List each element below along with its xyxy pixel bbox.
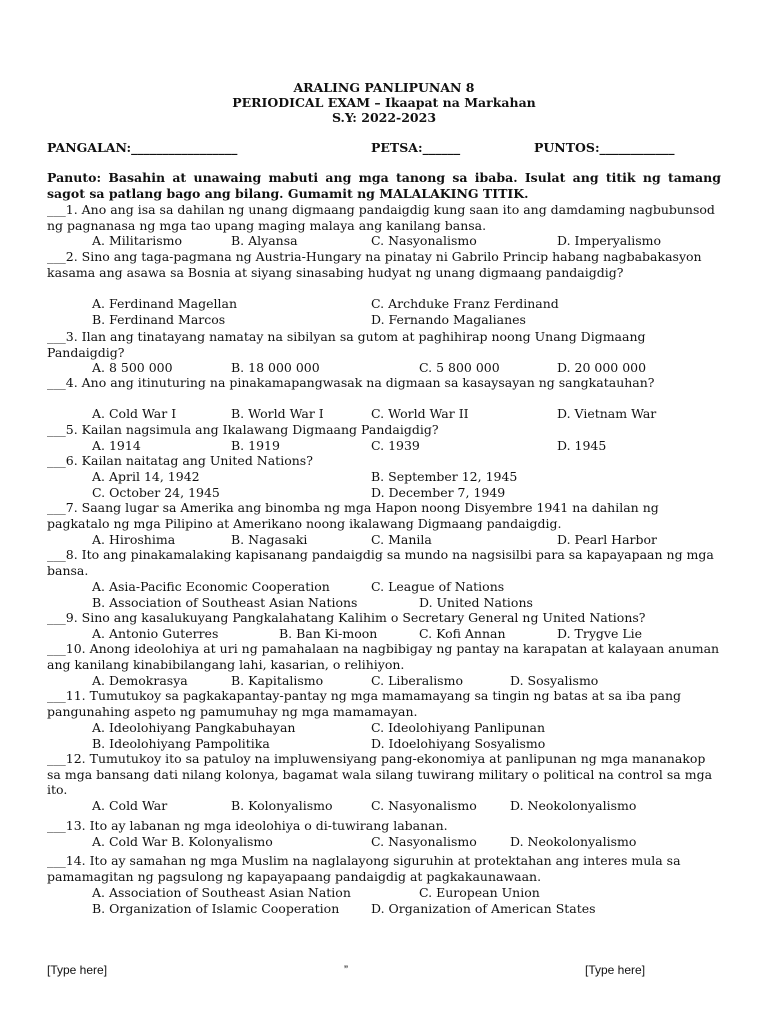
footer-left: [Type here] <box>47 963 108 977</box>
option[interactable]: B. Kolonyalismo <box>231 798 333 813</box>
option[interactable]: C. League of Nations <box>371 579 505 594</box>
question-text: ___6. Kailan naitatag ang United Nations? <box>47 453 313 468</box>
question-text: ___13. Ito ay labanan ng mga ideolohiya o di-tuwirang labanan. <box>47 818 448 833</box>
option[interactable]: C. Kofi Annan <box>419 626 506 641</box>
question-text: ___2. Sino ang taga-pagmana ng Austria-Hungary na pinatay ni Gabrilo Princip habang nagbabakasyon kasama ang asawa sa Bosnia at siyang sinasabing hudyat ng unang digmaang pandaigdig? <box>47 249 702 280</box>
option[interactable]: C. Liberalismo <box>371 673 463 688</box>
option[interactable]: A. Cold War I <box>92 406 177 421</box>
option[interactable]: D. December 7, 1949 <box>371 485 506 500</box>
school-year: S.Y: 2022-2023 <box>331 110 437 125</box>
date-field[interactable]: PETSA:______ <box>371 140 461 155</box>
question-text: ___11. Tumutukoy sa pagkakapantay-pantay ng mga mamamayang sa tingin ng batas at sa iba pang pangunahing aspeto ng pamumuhay ng mga mamamayan. <box>47 688 681 719</box>
option[interactable]: B. World War I <box>231 406 324 421</box>
question-text: ___8. Ito ang pinakamalaking kapisanang pandaigdig sa mundo na nagsisilbi para sa kapayapaan ng mga bansa. <box>47 547 714 578</box>
option[interactable]: C. Archduke Franz Ferdinand <box>371 296 559 311</box>
option[interactable]: A. Militarismo <box>92 233 183 248</box>
question-8 <box>47 547 721 578</box>
question-text: ___4. Ano ang itinuturing na pinakamapangwasak na digmaan sa kasaysayan ng sangkatauhan? <box>47 375 655 390</box>
question-6 <box>47 453 721 469</box>
option[interactable]: A. Ferdinand Magellan <box>92 296 238 311</box>
option[interactable]: B. Ideolohiyang Pampolitika <box>92 736 270 751</box>
question-2 <box>47 249 721 280</box>
question-text: ___14. Ito ay samahan ng mga Muslim na naglalayong siguruhin at protektahan ang interes mula sa pamamagitan ng pagsulong ng kapayapaang pandaigdig at pagkakaunawaan. <box>47 853 681 884</box>
option[interactable]: C. 5 800 000 <box>419 360 500 375</box>
option[interactable]: B. Organization of Islamic Cooperation <box>92 901 340 916</box>
question-10 <box>47 641 721 672</box>
option[interactable]: D. Neokolonyalismo <box>510 834 637 849</box>
score-field[interactable]: PUNTOS:____________ <box>534 140 675 155</box>
question-text: ___12. Tumutukoy ito sa patuloy na impluwensiyang pang-ekonomiya at panlipunan ng mga mananakop sa mga bansang dati nilang kolonya, bagamat wala silang tuwirang military o political na control sa mga ito. <box>47 751 713 797</box>
option[interactable]: B. Kapitalismo <box>231 673 324 688</box>
instructions: Panuto: Basahin at unawaing mabuti ang mga tanong sa ibaba. Isulat ang titik ng tamang sagot sa patlang bago ang bilang. Gumamit ng MALALAKING TITIK. <box>47 170 721 201</box>
question-3 <box>47 329 721 360</box>
option[interactable]: A. Demokrasya <box>92 673 188 688</box>
option[interactable]: B. Ferdinand Marcos <box>92 312 226 327</box>
option[interactable]: D. Vietnam War <box>557 406 657 421</box>
option[interactable]: D. Trygve Lie <box>557 626 643 641</box>
question-text: ___5. Kailan nagsimula ang Ikalawang Digmaang Pandaigdig? <box>47 422 439 437</box>
option[interactable]: A. Hiroshima <box>92 532 176 547</box>
footer-right: [Type here] <box>585 963 646 977</box>
option[interactable]: A. Asia-Pacific Economic Cooperation <box>92 579 330 594</box>
question-9 <box>47 610 721 626</box>
option[interactable]: B. Association of Southeast Asian Nations <box>92 595 358 610</box>
option[interactable]: C. 1939 <box>371 438 420 453</box>
option[interactable]: D. United Nations <box>419 595 533 610</box>
question-4 <box>47 375 721 391</box>
question-text: ___10. Anong ideolohiya at uri ng pamahalaan na nagbibigay ng pantay na karapatan at kalayaan anuman ang kanilang kinabibilangang lahi, kasarian, o relihiyon. <box>47 641 720 672</box>
option[interactable]: A. 1914 <box>92 438 141 453</box>
option[interactable]: B. September 12, 1945 <box>371 469 518 484</box>
footer-center: ” <box>344 963 348 977</box>
question-12 <box>47 751 721 798</box>
question-text: ___1. Ano ang isa sa dahilan ng unang digmaang pandaigdig kung saan ito ang damdaming nagbubunsod ng pagnanasa ng mga tao upang maging malaya ang kanilang bansa. <box>47 202 715 233</box>
option[interactable]: A. Ideolohiyang Pangkabuhayan <box>92 720 296 735</box>
option[interactable]: C. Nasyonalismo <box>371 798 477 813</box>
option[interactable]: C. Nasyonalismo <box>371 834 477 849</box>
option[interactable]: D. Idoelohiyang Sosyalismo <box>371 736 546 751</box>
option[interactable]: D. Pearl Harbor <box>557 532 657 547</box>
option[interactable]: B. 18 000 000 <box>231 360 320 375</box>
question-13 <box>47 818 721 834</box>
option[interactable]: A. Cold War B. Kolonyalismo <box>92 834 273 849</box>
option[interactable]: B. Alyansa <box>231 233 298 248</box>
option[interactable]: D. Sosyalismo <box>510 673 599 688</box>
question-5 <box>47 422 721 438</box>
option[interactable]: B. Nagasaki <box>231 532 308 547</box>
option[interactable]: B. Ban Ki-moon <box>279 626 378 641</box>
question-7 <box>47 500 721 531</box>
question-1 <box>47 202 721 233</box>
question-14 <box>47 853 721 884</box>
option[interactable]: C. European Union <box>419 885 540 900</box>
option[interactable]: C. October 24, 1945 <box>92 485 220 500</box>
option[interactable]: A. Association of Southeast Asian Nation <box>92 885 351 900</box>
subject-title: ARALING PANLIPUNAN 8 <box>293 80 475 95</box>
name-field[interactable]: PANGALAN:_________________ <box>47 140 238 155</box>
option[interactable]: D. Organization of American States <box>371 901 596 916</box>
option[interactable]: B. 1919 <box>231 438 280 453</box>
option[interactable]: D. Neokolonyalismo <box>510 798 637 813</box>
option[interactable]: A. Cold War <box>92 798 168 813</box>
option[interactable]: C. World War II <box>371 406 469 421</box>
option[interactable]: D. Fernando Magalianes <box>371 312 526 327</box>
option[interactable]: D. Imperyalismo <box>557 233 661 248</box>
question-text: ___9. Sino ang kasalukuyang Pangkalahatang Kalihim o Secretary General ng United Nations? <box>47 610 646 625</box>
option[interactable]: C. Nasyonalismo <box>371 233 477 248</box>
option[interactable]: A. April 14, 1942 <box>92 469 200 484</box>
option[interactable]: A. 8 500 000 <box>92 360 173 375</box>
option[interactable]: C. Manila <box>371 532 432 547</box>
option[interactable]: D. 20 000 000 <box>557 360 647 375</box>
option[interactable]: C. Ideolohiyang Panlipunan <box>371 720 545 735</box>
question-11 <box>47 688 721 719</box>
option[interactable]: A. Antonio Guterres <box>92 626 219 641</box>
option[interactable]: D. 1945 <box>557 438 607 453</box>
exam-title: PERIODICAL EXAM – Ikaapat na Markahan <box>232 95 536 110</box>
question-text: ___3. Ilan ang tinatayang namatay na sibilyan sa gutom at paghihirap noong Unang Digmaang Pandaigdig? <box>47 329 646 360</box>
question-text: ___7. Saang lugar sa Amerika ang binomba ng mga Hapon noong Disyembre 1941 na dahilan ng pagkatalo ng mga Pilipino at Amerikano noong ikalawang Digmaang pandaigdig. <box>47 500 659 531</box>
